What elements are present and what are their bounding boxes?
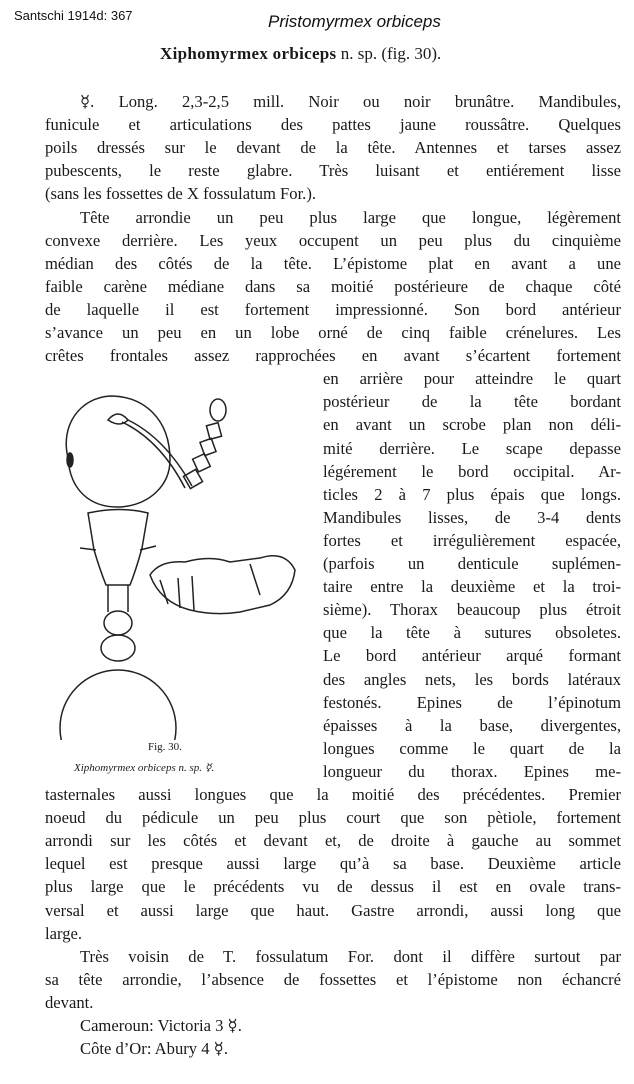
text-line: taire entre la deuxième et la troi- <box>323 577 621 597</box>
text-line: plus large que le précédents vu de dessus il est en ovale trans- <box>45 877 621 897</box>
ant-antenna <box>122 420 192 488</box>
text-line: sa tête arrondie, l’absence de fossettes et l’épistome non échancré <box>45 969 621 989</box>
ant-gaster <box>60 670 176 740</box>
text-line: en avant un scrobe plan non déli- <box>323 415 621 435</box>
text-line: arrondi sur les côtés et devant et, de droite à gauche au sommet <box>45 831 621 851</box>
ant-side-view <box>150 556 295 614</box>
species-name: Xiphomyrmex orbiceps <box>160 44 337 63</box>
text-line: mité derrière. Le scape depasse <box>323 438 621 458</box>
text-line: large. <box>45 923 83 943</box>
text-line: tasternales aussi longues que la moitié des précédentes. Premier <box>45 785 621 804</box>
text-line: convexe derrière. Les yeux occupent un peu plus du cinquième <box>45 230 621 250</box>
text-line: poils dressés sur le devant de la tête. Antennes et tarses assez <box>45 138 621 158</box>
text-line: ☿. Long. 2,3-2,5 mill. Noir ou noir brunâtre. Mandibules, <box>80 92 621 111</box>
ant-eye <box>67 453 73 467</box>
text-line: fortes et irrégulièrement espacée, <box>323 530 621 550</box>
text-line: Le bord antérieur arqué formant <box>323 646 621 666</box>
ant-head <box>66 396 170 507</box>
text-line: que la tête à sutures obsoletes. <box>323 623 621 643</box>
text-line: funicule et articulations des pattes jaune roussâtre. Quelques <box>45 115 621 135</box>
text-line: ticles 2 à 7 plus épais que longs. <box>323 484 621 504</box>
text-line: crêtes frontales assez rapprochées en avant s’écartent fortement <box>45 346 621 366</box>
ant-thorax <box>88 510 148 586</box>
text-line: Mandibules lisses, de 3-4 dents <box>323 507 621 527</box>
text-line: s’avance un peu en un lobe orné de cinq faible crénelures. Les <box>45 323 621 342</box>
text-line: (parfois un denticule suplémen- <box>323 554 621 573</box>
citation: Santschi 1914d: 367 <box>14 8 133 23</box>
text-line: Tête arrondie un peu plus large que longue, légèrement <box>80 207 621 227</box>
text-line: des angles nets, les bords latéraux <box>323 669 621 689</box>
text-line: noeud du pédicule un peu plus court que son pètiole, fortement <box>45 808 621 828</box>
text-line: postérieur de la tête bordant <box>323 392 621 412</box>
text-line: lequel est presque aussi large qu’à sa base. Deuxième article <box>45 854 621 874</box>
text-line: (sans les fossettes de X fossulatum For.). <box>45 184 317 204</box>
text-line: légérement le bord occipital. Ar- <box>323 461 621 481</box>
ant-petiole <box>108 585 128 612</box>
text-line: festonés. Epines de l’épinotum <box>323 692 621 712</box>
text-line: sième). Thorax beaucoup plus étroit <box>323 600 621 620</box>
text-line: de laquelle il est fortement impressionné. Son bord antérieur <box>45 299 621 319</box>
text-line: faible carène médiane dans sa moitié postérieure de chaque côté <box>45 276 621 296</box>
title-rest: n. sp. (fig. 30). <box>340 44 442 63</box>
figure-caption: Xiphomyrmex orbiceps n. sp. ☿. <box>74 762 215 774</box>
figure-label: Fig. 30. <box>148 741 182 753</box>
text-line: en arrière pour atteindre le quart <box>323 369 621 389</box>
text-line: Côte d’Or: Abury 4 ☿. <box>80 1039 228 1059</box>
text-line: Cameroun: Victoria 3 ☿. <box>80 1016 242 1035</box>
taxon-name: Pristomyrmex orbiceps <box>268 12 441 31</box>
ant-figure <box>10 380 310 740</box>
text-line: devant. <box>45 992 94 1012</box>
text-line: longues comme le quart de la <box>323 738 621 758</box>
text-line: Très voisin de T. fossulatum For. dont il diffère surtout par <box>80 946 621 966</box>
text-line: pubescents, le reste glabre. Très luisant et entiérement lisse <box>45 161 621 181</box>
text-line: versal et aussi large que haut. Gastre arrondi, aussi long que <box>45 900 621 920</box>
text-line: longueur du thorax. Epines me- <box>323 761 621 781</box>
page-title <box>160 44 441 64</box>
text-line: épaisses à la base, divergentes, <box>323 715 621 735</box>
text-line: médian des côtés de la tête. L’épistome plat en avant a une <box>45 253 621 273</box>
